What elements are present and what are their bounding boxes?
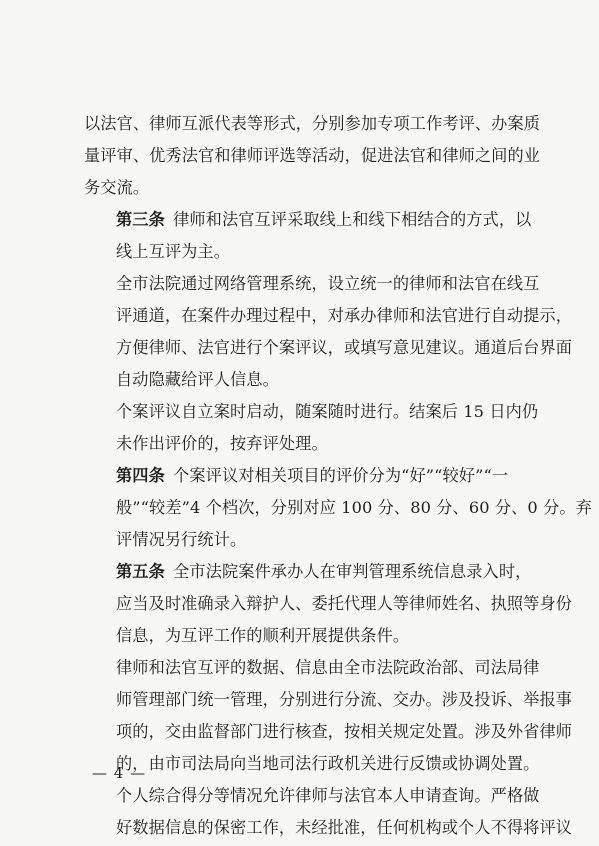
- line-text: 般”“较差”4 个档次，分别对应 100 分、80 分、60 分、0 分。弃: [116, 498, 592, 517]
- text-line: [84, 588, 573, 620]
- line-text: 的，由市司法局向当地司法行政机关进行反馈或协调处置。: [116, 754, 540, 773]
- text-line: [84, 332, 573, 364]
- text-line: [84, 460, 524, 492]
- text-line: [84, 140, 541, 172]
- line-text: 方便律师、法官进行个案评议，或填写意见建议。通道后台界面: [116, 338, 573, 357]
- line-text: 全市法院案件承办人在审判管理系统信息录入时，: [173, 562, 532, 581]
- article-heading: 第五条: [116, 562, 165, 581]
- paragraph: [84, 268, 573, 396]
- paragraph: [84, 652, 573, 780]
- line-text: 师管理部门统一管理，分别进行分流、交办。涉及投诉、举报事: [116, 690, 573, 709]
- text-line: [84, 396, 539, 428]
- text-line: [84, 652, 540, 684]
- text-line: [84, 268, 540, 300]
- line-text: 律师和法官互评的数据、信息由全市法院政治部、司法局律: [116, 658, 540, 677]
- line-text: 应当及时准确录入辩护人、委托代理人等律师姓名、执照等身份: [116, 594, 573, 613]
- line-text: 全市法院通过网络管理系统，设立统一的律师和法官在线互: [116, 274, 540, 293]
- article-heading: 第四条: [116, 466, 165, 485]
- line-text: 个案评议对相关项目的评价分为“好”“较好”“一: [173, 466, 509, 485]
- text-line: [84, 236, 524, 268]
- paragraph: [84, 556, 573, 652]
- paragraph: [84, 460, 592, 556]
- text-line: [84, 780, 540, 812]
- text-line: [84, 364, 524, 396]
- text-line: [84, 172, 524, 204]
- line-text: 项的，交由监督部门进行核查，按相关规定处置。涉及外省律师: [116, 722, 573, 741]
- text-line: [84, 204, 532, 236]
- paragraph: [84, 780, 573, 844]
- line-text: 评情况另行统计。: [116, 530, 247, 549]
- line-text: 好数据信息的保密工作，未经批准，任何机构或个人不得将评议: [116, 818, 573, 837]
- line-text: 量评审、优秀法官和律师评选等活动，促进法官和律师之间的业: [84, 146, 541, 165]
- line-text: 自动隐藏给评人信息。: [116, 370, 279, 389]
- line-text: 评通道，在案件办理过程中，对承办律师和法官进行自动提示，: [116, 306, 573, 325]
- line-text: 律师和法官互评采取线上和线下相结合的方式，以: [173, 210, 532, 229]
- line-text: 个案评议自立案时启动，随案随时进行。结案后 15 日内仍: [116, 402, 539, 421]
- text-line: [84, 524, 524, 556]
- text-line: [84, 684, 573, 716]
- body-text: [84, 108, 592, 844]
- text-line: [84, 428, 524, 460]
- line-text: 务交流。: [84, 178, 150, 197]
- article-heading: 第三条: [116, 210, 165, 229]
- line-text: 信息，为互评工作的顺利开展提供条件。: [116, 626, 410, 645]
- paragraph: [84, 108, 541, 204]
- text-line: [84, 812, 573, 844]
- line-text: 个人综合得分等情况允许律师与法官本人申请查询。严格做: [116, 786, 540, 805]
- line-text: 线上互评为主。: [116, 242, 231, 261]
- text-line: [84, 620, 524, 652]
- page-number: — 4 —: [92, 764, 147, 782]
- line-text: 以法官、律师互派代表等形式，分别参加专项工作考评、办案质: [84, 114, 541, 133]
- line-text: 未作出评价的，按弃评处理。: [116, 434, 328, 453]
- text-line: [84, 716, 573, 748]
- text-line: [84, 300, 573, 332]
- paragraph: [84, 204, 532, 268]
- paragraph: [84, 396, 539, 460]
- text-line: [84, 492, 592, 524]
- text-line: [84, 748, 540, 780]
- text-line: [84, 556, 532, 588]
- text-line: [84, 108, 541, 140]
